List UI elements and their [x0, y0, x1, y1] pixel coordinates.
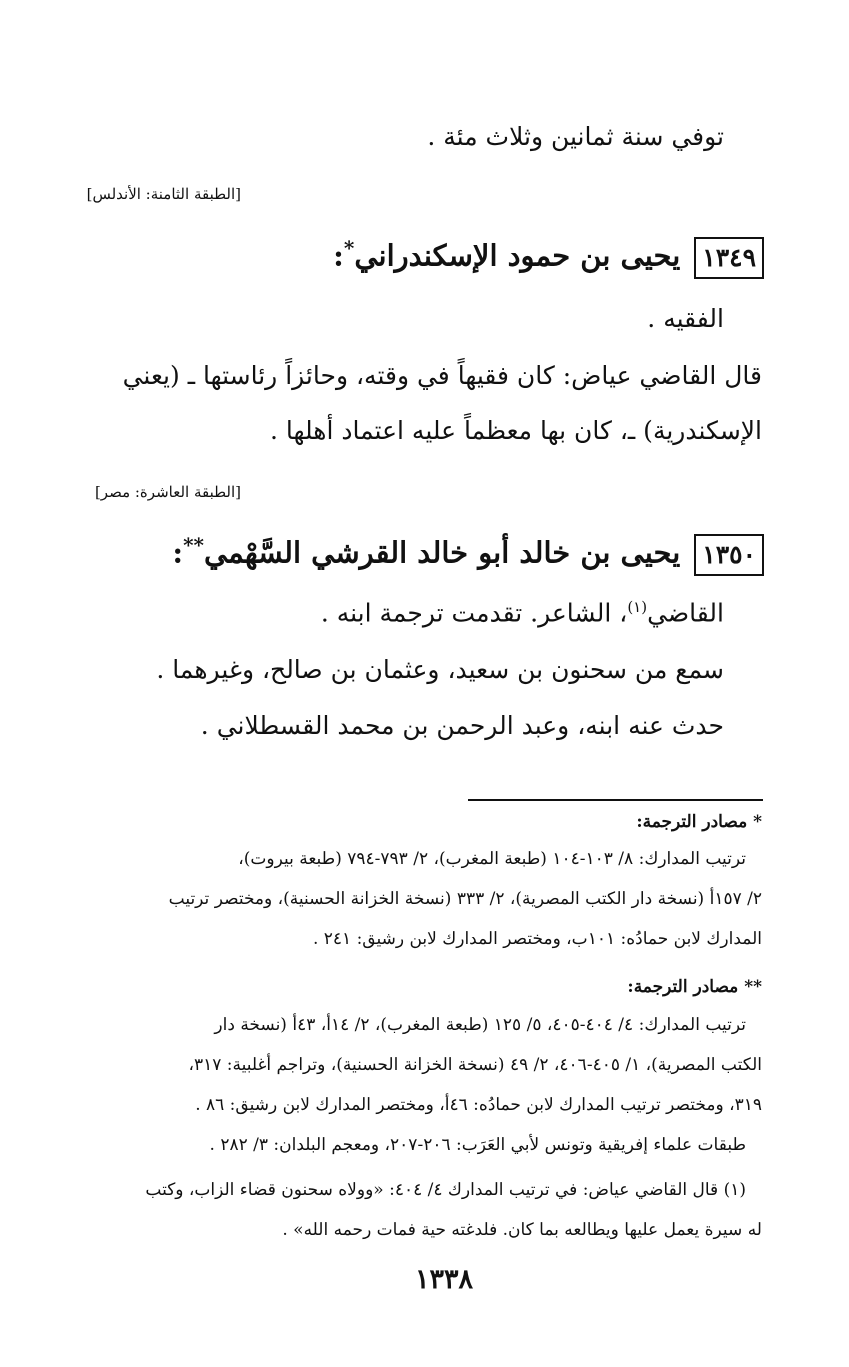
- footnote-separator: [468, 799, 763, 801]
- entry-1350-line-1-rest: ، الشاعر. تقدمت ترجمة ابنه .: [320, 598, 628, 628]
- entry-colon-1350: :: [172, 535, 184, 570]
- note-1-line-2: له سيرة يعمل عليها ويطالعه بما كان. فلدغته حية فمات رحمه الله» .: [282, 1220, 762, 1240]
- footnote-2-line-2: الكتب المصرية)، ١/ ٤٠٥-٤٠٦، ٢/ ٤٩ (نسخة الخزانة الحسنية)، وتراجم أغلبية: ٣١٧،: [188, 1055, 762, 1075]
- entry-1350-line-3: حدث عنه ابنه، وعبد الرحمن بن محمد القسطلاني .: [200, 711, 724, 740]
- top-line: توفي سنة ثمانين وثلاث مئة .: [427, 122, 724, 151]
- tabaqa-label-2: [الطبقة العاشرة: مصر]: [94, 483, 241, 501]
- footnote-2-line-1: ترتيب المدارك: ٤/ ٤٠٤-٤٠٥، ٥/ ١٢٥ (طبعة المغرب)، ٢/ ١٤أ، ٤٣أ (نسخة دار: [214, 1015, 746, 1035]
- entry-1349-line-2: قال القاضي عياض: كان فقيهاً في وقته، وحائزاً رئاستها ـ (يعني: [122, 361, 762, 390]
- entry-name-1350: يحيى بن خالد أبو خالد القرشي السَّهْمي: [203, 535, 681, 570]
- entry-1350-qadi: القاضي: [647, 598, 724, 628]
- footnote-2-line-3: ٣١٩، ومختصر ترتيب المدارك لابن حمادُه: ٤٦أ، ومختصر المدارك لابن رشيق: ٨٦ .: [195, 1095, 762, 1115]
- entry-heading-1349: [333, 236, 764, 279]
- page-number: ١٣٣٨: [414, 1264, 473, 1295]
- entry-name-1349: يحيى بن حمود الإسكندراني: [354, 238, 681, 273]
- footnote-ref-1: (١): [627, 598, 648, 616]
- entry-colon-1349: :: [333, 238, 344, 273]
- footnote-1-label: * مصادر الترجمة:: [636, 812, 762, 832]
- note-1-line-1: (١) قال القاضي عياض: في ترتيب المدارك ٤/ ٤٠٤: «وولاه سحنون قضاء الزاب، وكتب: [145, 1180, 746, 1200]
- footnote-1-line-1: ترتيب المدارك: ٨/ ١٠٣-١٠٤ (طبعة المغرب)، ٢/ ٧٩٣-٧٩٤ (طبعة بيروت)،: [238, 849, 746, 869]
- footnote-1-line-2: ٢/ ١٥٧أ (نسخة دار الكتب المصرية)، ٢/ ٣٣٣ (نسخة الخزانة الحسنية)، ومختصر ترتيب: [168, 889, 762, 909]
- entry-number-1350: ١٣٥٠: [694, 534, 764, 576]
- entry-heading-1350: [172, 533, 764, 576]
- entry-number-1349: ١٣٤٩: [694, 237, 764, 279]
- entry-1349-line-1: الفقيه .: [647, 304, 724, 333]
- entry-1350-line-2: سمع من سحنون بن سعيد، وعثمان بن صالح، وغيرهما .: [156, 655, 724, 684]
- source-marker-1350: **: [183, 533, 204, 557]
- entry-1349-line-3: الإسكندرية) ـ، كان بها معظماً عليه اعتماد أهلها .: [269, 416, 762, 445]
- source-marker-1349: *: [343, 236, 355, 260]
- footnote-2-label: ** مصادر الترجمة:: [627, 977, 762, 997]
- footnote-1-line-3: المدارك لابن حمادُه: ١٠١ب، ومختصر المدارك لابن رشيق: ٢٤١ .: [312, 929, 762, 949]
- entry-1350-line-1: [321, 598, 724, 627]
- footnote-2-line-4: طبقات علماء إفريقية وتونس لأبي العَرَب: ٢٠٦-٢٠٧، ومعجم البلدان: ٣/ ٢٨٢ .: [209, 1135, 746, 1155]
- tabaqa-label-1: [الطبقة الثامنة: الأندلس]: [86, 185, 241, 203]
